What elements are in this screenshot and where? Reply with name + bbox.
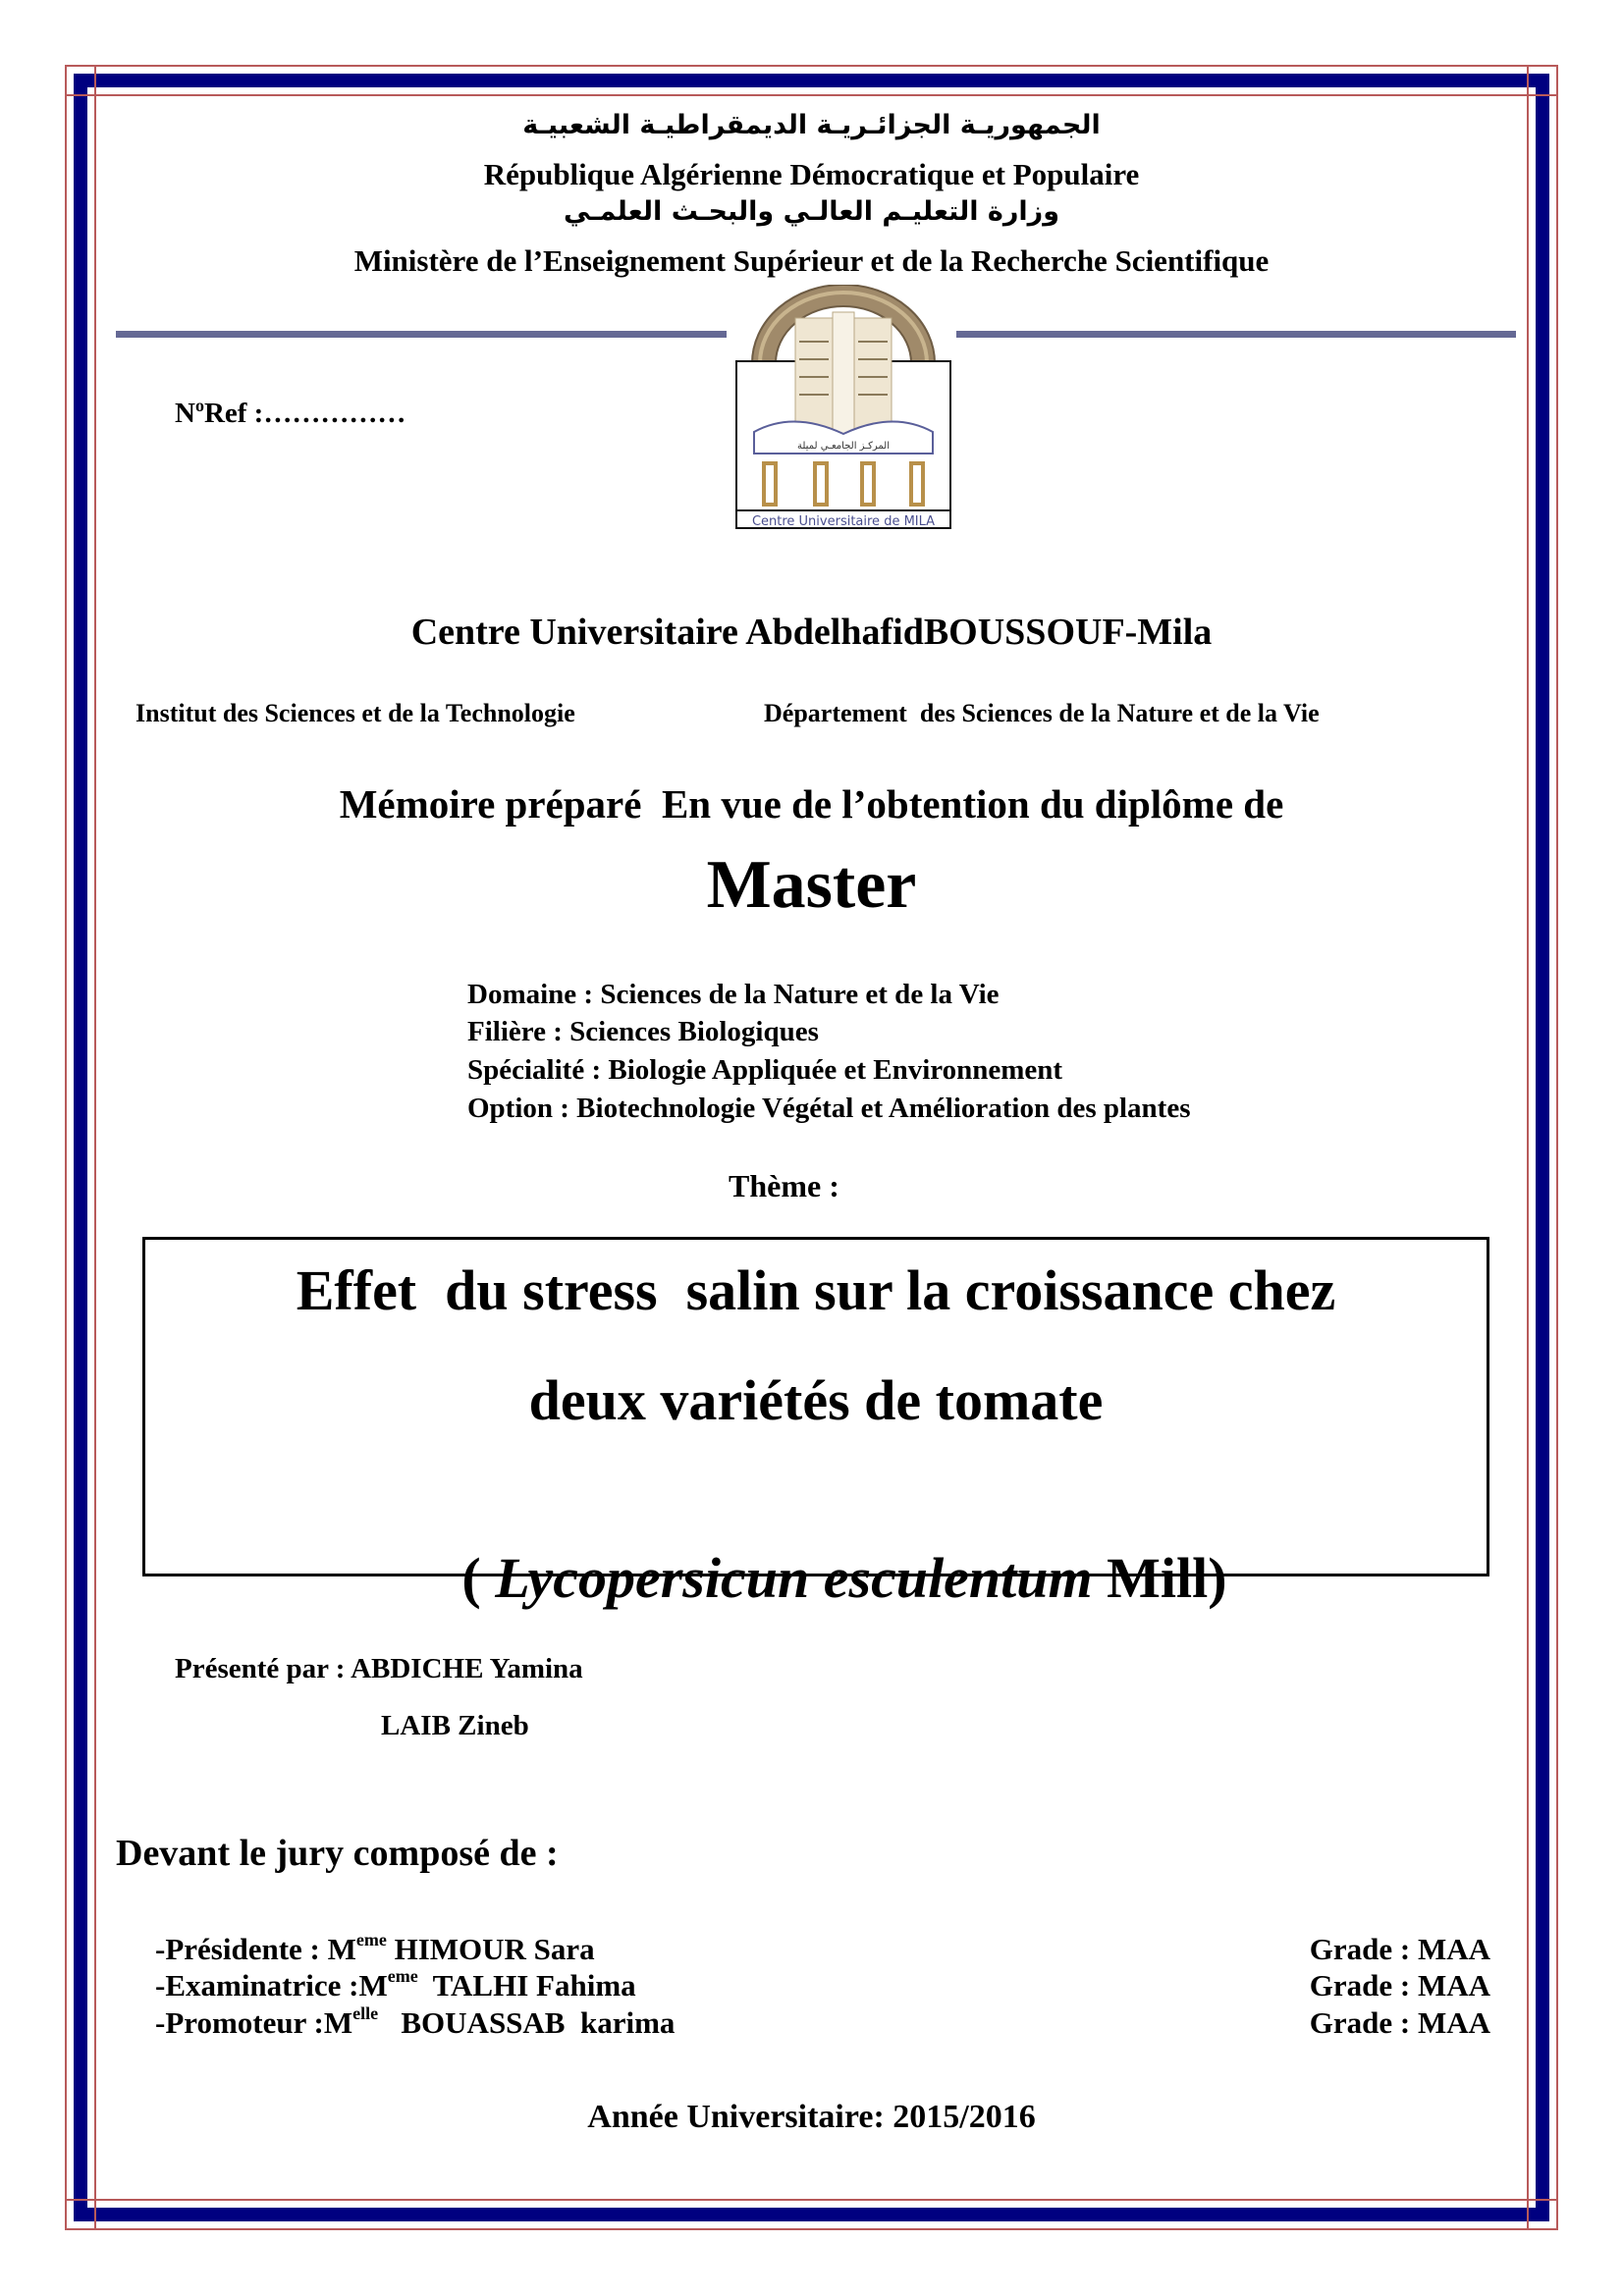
svg-text:المركـز الجامعـي لميلة: المركـز الجامعـي لميلة — [797, 441, 890, 452]
university-building-icon — [734, 285, 952, 538]
separator-left — [116, 331, 727, 338]
program-domaine: Domaine : Sciences de la Nature et de la Vie — [467, 979, 1000, 1010]
corner-ornament-top-left — [65, 65, 96, 96]
degree-title: Master — [706, 847, 917, 923]
program-option: Option : Biotechnologie Végétal et Amélioration des plantes — [467, 1093, 1191, 1124]
jury-grade: Grade : MAA — [1309, 1968, 1490, 2002]
thesis-title-box — [142, 1237, 1489, 1610]
jury-member: -Promoteur $:M^{elle}$ BOUASSAB karima Grade : MAA — [155, 2003, 1490, 2040]
reference-number: $N^oRef$ :…………… — [175, 396, 406, 429]
jury-grade: Grade : MAA — [1309, 1932, 1490, 1966]
presented-by: Présenté par : ABDICHE Yamina — [175, 1653, 583, 1684]
university-logo — [734, 285, 952, 538]
academic-year: Année Universitaire: 2015/2016 — [587, 2099, 1036, 2135]
header-republic: République Algérienne Démocratique et Populaire — [483, 157, 1140, 191]
memoire-intro: Mémoire préparé En vue de l’obtention du diplôme de — [339, 781, 1284, 827]
thesis-title-line-1: Effet du stress salin sur la croissance chez — [296, 1258, 1336, 1322]
program-filiere: Filière : Sciences Biologiques — [467, 1016, 819, 1047]
svg-text:Centre Universitaire de MILA: Centre Universitaire de MILA — [751, 514, 936, 529]
thesis-title-line-2: deux variétés de tomate — [528, 1368, 1104, 1432]
header-arabic-republic: الجمهوريـة الجزائـريـة الديمقراطيـة الشعبيـة — [522, 110, 1101, 140]
corner-ornament-bottom-right — [1527, 2199, 1558, 2230]
thesis-title-line-3: ( Lycopersicun esculentum Mill) — [461, 1546, 1227, 1610]
institute-name: Institut des Sciences et de la Technologie — [135, 699, 575, 727]
jury-member: -Examinatrice :Meme TALHI Fahima Grade : MAA — [155, 1966, 1490, 2002]
jury-heading: Devant le jury composé de : — [116, 1833, 559, 1874]
header-arabic-ministry: وزارة التعليـم العالـي والبحـث العلمـي — [564, 196, 1059, 227]
species-name: Lycopersicun esculentum — [495, 1546, 1093, 1610]
department-name: Département des Sciences de la Nature et de la Vie — [764, 699, 1320, 727]
program-specialite: Spécialité : Biologie Appliquée et Environnement — [467, 1054, 1063, 1086]
student-name: ABDICHE Yamina — [351, 1653, 583, 1684]
institution-name: Centre Universitaire AbdelhafidBOUSSOUF-Mila — [410, 612, 1213, 653]
jury-grade: Grade : MAA — [1309, 2005, 1490, 2040]
jury-member: -Présidente : Meme HIMOUR Sara Grade : MAA — [155, 1930, 1490, 1966]
corner-ornament-bottom-left — [65, 2199, 96, 2230]
header-ministry: Ministère de l’Enseignement Supérieur et de la Recherche Scientifique — [353, 243, 1270, 278]
theme-label: Thème : — [729, 1168, 839, 1203]
corner-ornament-top-right — [1527, 65, 1558, 96]
student-name: LAIB Zineb — [381, 1710, 529, 1741]
separator-right — [956, 331, 1516, 338]
